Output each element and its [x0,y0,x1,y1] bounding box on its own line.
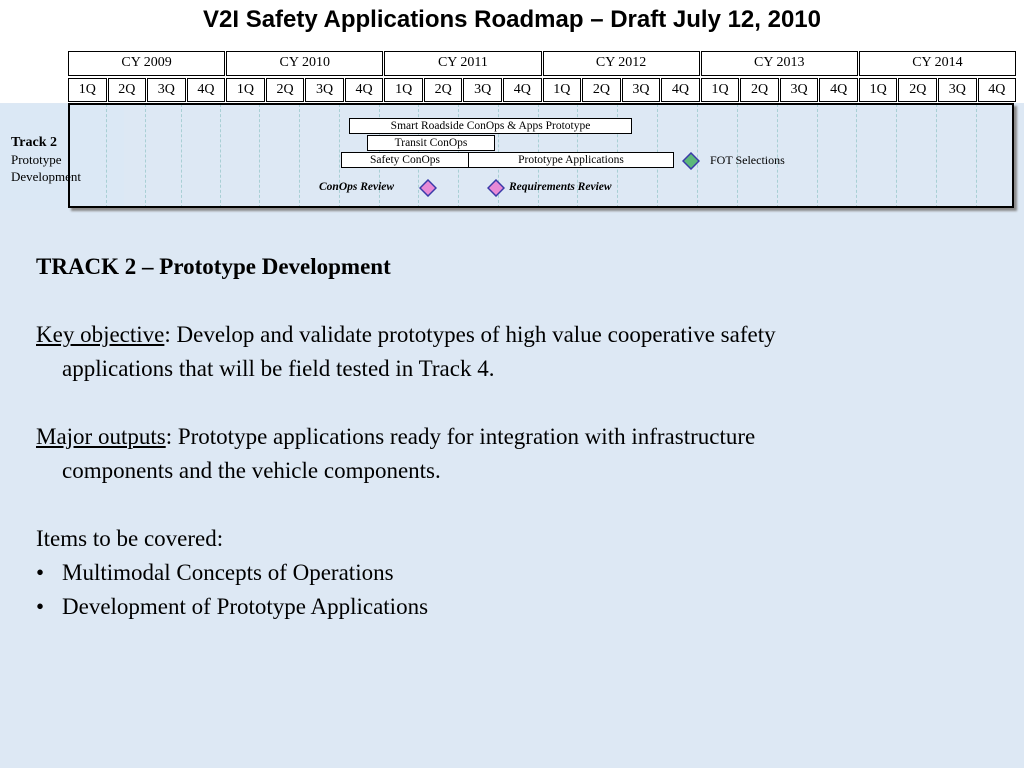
quarter-cell: 4Q [503,78,542,102]
year-cell: CY 2012 [543,51,700,76]
slide-title: V2I Safety Applications Roadmap – Draft July 12, 2010 [203,6,821,33]
bar-smart-roadside: Smart Roadside ConOps & Apps Prototype [349,118,632,134]
quarter-cell: 4Q [819,78,858,102]
quarter-cell: 1Q [68,78,107,102]
track-line2: Prototype [11,152,62,167]
quarter-cell: 4Q [187,78,226,102]
list-item-text: Development of Prototype Applications [62,594,429,619]
key-objective-paragraph [36,318,986,386]
quarter-cell: 3Q [463,78,502,102]
quarter-cell: 2Q [266,78,305,102]
list-item [36,556,986,590]
quarter-cell: 2Q [582,78,621,102]
items-label: Items to be covered: [36,526,224,551]
requirements-review-label: Requirements Review [509,181,612,193]
milestone-diamond-icon [682,152,700,170]
quarter-cell: 1Q [859,78,898,102]
track-label [11,134,81,185]
track-name: Track 2 [11,135,58,150]
year-cell: CY 2009 [68,51,225,76]
quarter-cell: 3Q [147,78,186,102]
major-outputs-label: Major outputs [36,424,166,449]
key-objective-text: : Develop and validate prototypes of high value cooperative safety [164,322,776,347]
fot-selections-label: FOT Selections [710,153,785,167]
quarter-cell: 4Q [661,78,700,102]
bullet-icon: • [36,594,45,619]
quarter-cell: 3Q [622,78,661,102]
list-item-text: Multimodal Concepts of Operations [62,560,394,585]
quarter-cell: 3Q [938,78,977,102]
bar-transit-conops: Transit ConOps [367,135,495,151]
bullet-icon: • [36,560,45,585]
major-outputs-paragraph [36,420,986,488]
year-cell: CY 2010 [226,51,383,76]
quarter-header-row [68,78,1016,102]
year-header-row [68,51,1016,76]
list-item [36,590,986,624]
quarter-cell: 2Q [740,78,779,102]
quarter-cell: 1Q [543,78,582,102]
key-objective-text-cont: applications that will be field tested in Track 4. [62,356,495,381]
quarter-cell: 4Q [345,78,384,102]
bar-prototype-applications: Prototype Applications [468,152,674,168]
conops-review-label: ConOps Review [319,181,395,193]
key-objective-label: Key objective [36,322,165,347]
quarter-cell: 1Q [384,78,423,102]
major-outputs-text-cont: components and the vehicle components. [62,458,441,483]
year-cell: CY 2013 [701,51,858,76]
quarter-cell: 3Q [780,78,819,102]
slide-body [36,250,986,624]
track-line3: Development [11,169,82,184]
quarter-cell: 1Q [226,78,265,102]
quarter-cell: 1Q [701,78,740,102]
year-cell: CY 2011 [384,51,541,76]
year-cell: CY 2014 [859,51,1016,76]
items-section [36,522,986,624]
quarter-cell: 2Q [108,78,147,102]
major-outputs-text: : Prototype applications ready for integration with infrastructure [165,424,756,449]
quarter-cell: 2Q [898,78,937,102]
milestone-diamond-icon [487,179,505,197]
section-heading: TRACK 2 – Prototype Development [36,254,391,279]
quarter-cell: 2Q [424,78,463,102]
quarter-cell: 4Q [978,78,1017,102]
bar-safety-conops: Safety ConOps [341,152,469,168]
quarter-cell: 3Q [305,78,344,102]
milestone-diamond-icon [419,179,437,197]
